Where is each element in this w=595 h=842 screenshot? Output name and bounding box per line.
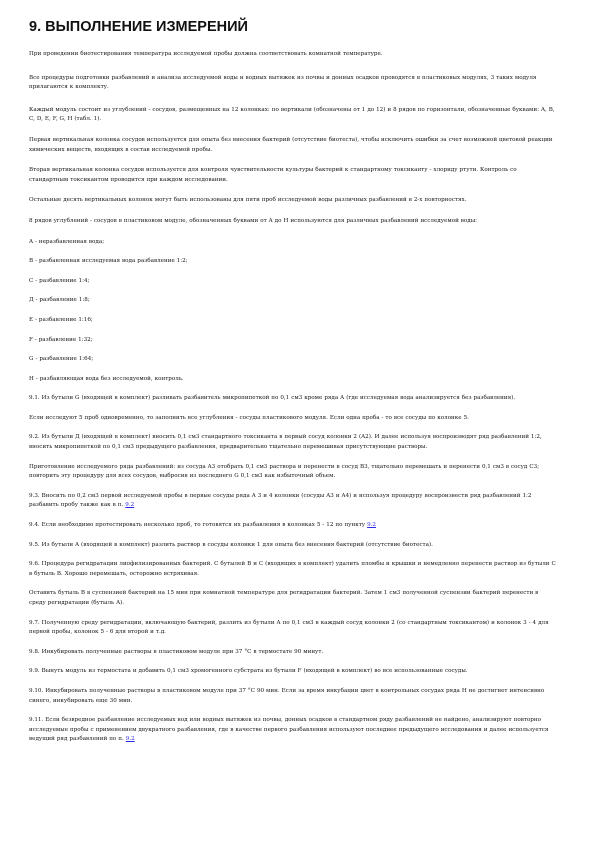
paragraph-column-1: Первая вертикальная колонка сосудов используется для опыта без внесения бактерий (отсутствие биотеста), чтобы исключить ошибки за счет возможной цветовой реакции химических веществ, входящих в состав исследуемой пробы. bbox=[29, 136, 553, 153]
paragraph-rows: 8 рядов углублений - сосудов в пластиковом модуле, обозначенных буквами от A до H используются для различных разбавлений исследуемой воды: bbox=[29, 217, 478, 224]
page-title: 9. ВЫПОЛНЕНИЕ ИЗМЕРЕНИЙ bbox=[29, 19, 248, 35]
paragraph-remaining-columns: Остальные десять вертикальных колонок могут быть использованы для пяти проб исследуемой воды различных разбавлений в 2-х повторностях. bbox=[29, 197, 467, 204]
step-9-4-text: 9.4. Если необходимо протестировать несколько проб, то готовятся их разбавления в колонках 5 - 12 по пункту bbox=[29, 522, 368, 529]
step-9-5: 9.5. Из бутыли A (входящей в комплект) разлить раствор в сосуды колонки 1 для опыта без внесения бактерий (отсутствие биотеста). bbox=[29, 541, 433, 548]
paragraph-temperature: При проведении биотестирования температура исследуемой пробы должна соответствовать комнатной температуре. bbox=[29, 51, 383, 57]
step-9-3 bbox=[29, 492, 557, 511]
step-9-8: 9.8. Инкубировать полученные растворы в пластиковом модуле при 37 °C в термостате 90 минут. bbox=[29, 648, 324, 655]
step-9-2: 9.2. Из бутыли Д (входящей в комплект) вносить 0,1 см3 стандартного токсиканта в первый сосуд колонки 2 (A2). И далее используя воспроизводят ряд разбавлений 1:2, вносить микропипеткой по 0,1 см3 предыдущего разбавления, предварительно тщательно перемешивая присутствующие растворы. bbox=[29, 434, 542, 451]
step-9-9: 9.9. Вынуть модуль из термостата и добавить 0,1 см3 хромогенного субстрата из бутыли F (входящей в комплект) во все использованные сосуды. bbox=[29, 668, 468, 675]
dilution-item: B - разбавленная исследуемая вода разбавление 1:2; bbox=[29, 258, 188, 265]
step-9-1: 9.1. Из бутыли G (входящей в комплект) разливать разбавитель микропипеткой по 0,1 см3 кроме ряда A (где исследуемая вода анализируется без разбавления). bbox=[29, 395, 516, 402]
paragraph-procedures: Все процедуры подготовки разбавлений и анализа исследуемой воды и водных вытяжек из почвы и донных осадков проводятся в пластиковых модулях, 3 таких модуля прилагаются к комплекту. bbox=[29, 74, 537, 91]
paragraph-column-2: Вторая вертикальная колонка сосудов используется для контроля чувствительности культуры бактерий к стандартному токсиканту - хлориду ртути. Контроль со стандартным токсикантом проводится при каждом исследовании. bbox=[29, 167, 517, 183]
step-reference-link[interactable]: 9.2 bbox=[125, 502, 135, 509]
step-9-10: 9.10. Инкубировать полученные растворы в пластиковом модуле при 37 °C 90 мин. Если за время инкубации цвет в контрольных сосудах ряда H не достигнет интенсивно синего, инкубировать еще 30 мин. bbox=[29, 687, 545, 704]
step-9-3-text: 9.3. Вносить по 0,2 см3 первой исследуемой пробы в первые сосуды ряда A 3 и 4 колонки (сосуды A3 и A4) и используя процедуру воспроизвести ряд разбавлений 1:2 разбавить пробу также как в п. bbox=[29, 492, 532, 509]
dilution-item: A - неразбавленная вода; bbox=[29, 238, 105, 245]
paragraph-module: Каждый модуль состоит из углублений - сосудов, размещенных на 12 колонках: по вертикали (обозначены от 1 до 12) и 8 рядов по горизонтали, обозначенные буквами: A, B, C, D, E, F, G, H (табл. 1). bbox=[29, 106, 555, 123]
step-9-7: 9.7. Полученную среду регидратации, включающую бактерий, разлить из бутыли A по 0,1 см3 в каждый сосуд колонки 2 (со стандартным токсикантом) и колонок 3 - 4 для первой пробы, колонок 5 - 6 для второй и т.д. bbox=[29, 619, 549, 636]
step-reference-link[interactable]: 9.2 bbox=[367, 522, 376, 529]
paragraph-series-prep: Приготовление исследуемого ряда разбавлений: из сосуда A3 отобрать 0,1 см3 раствора и перенести в сосуд B3, тщательно перемешать и перенести 0,1 см3 в сосуд C3; повторить эту процедуру для всех сосудов, выбросив из последнего G 0,1 см3 как избыточный объем. bbox=[29, 463, 540, 480]
dilution-item: G - разбавление 1:64; bbox=[29, 356, 94, 363]
dilution-item: F - разбавление 1:32; bbox=[29, 336, 93, 343]
step-9-11 bbox=[29, 716, 557, 745]
step-9-4 bbox=[29, 521, 557, 531]
dilution-item: Д - разбавление 1:8; bbox=[29, 297, 90, 304]
dilution-item: C - разбавление 1:4; bbox=[29, 277, 90, 284]
step-9-11-text: 9.11. Если безвредное разбавление исследуемых вод или водных вытяжек из почвы, донных осадков в стандартном ряду разбавлений не найдено, анализируют повторно исследуемые пробы с применением двукратного разбавления, где в качестве первого разбавления используют последнее предыдущего исследования и далее используется ведущий ряд разбавлений по п. bbox=[29, 717, 549, 743]
dilution-item: H - разбавляющая вода без исследуемой, контроль. bbox=[29, 375, 184, 382]
step-9-6: 9.6. Процедура регидратации лиофилизированных бактерий. С бутылей B и C (входящих в комплект) удалить пломбы и крышки и немедленно перенести раствор из бутыли C в бутыль B. Хорошо перемешать, осторожно встряхивая. bbox=[29, 561, 556, 577]
dilution-item: E - разбавление 1:16; bbox=[29, 316, 93, 323]
paragraph-rehydration: Оставить бутыль B в суспензией бактерий на 15 мин при комнатной температуре для регидратации бактерий. Затем 1 см3 полученной суспензии бактерий перенести в среду регидратации (бутыль A). bbox=[29, 590, 539, 606]
paragraph-five-samples: Если исследуют 5 проб одновременно, то заполнить все углубления - сосуды пластикового модуля. Если одна проба - то все сосуды по колонке 5. bbox=[29, 414, 469, 421]
step-reference-link[interactable]: 9.2 bbox=[125, 736, 135, 743]
